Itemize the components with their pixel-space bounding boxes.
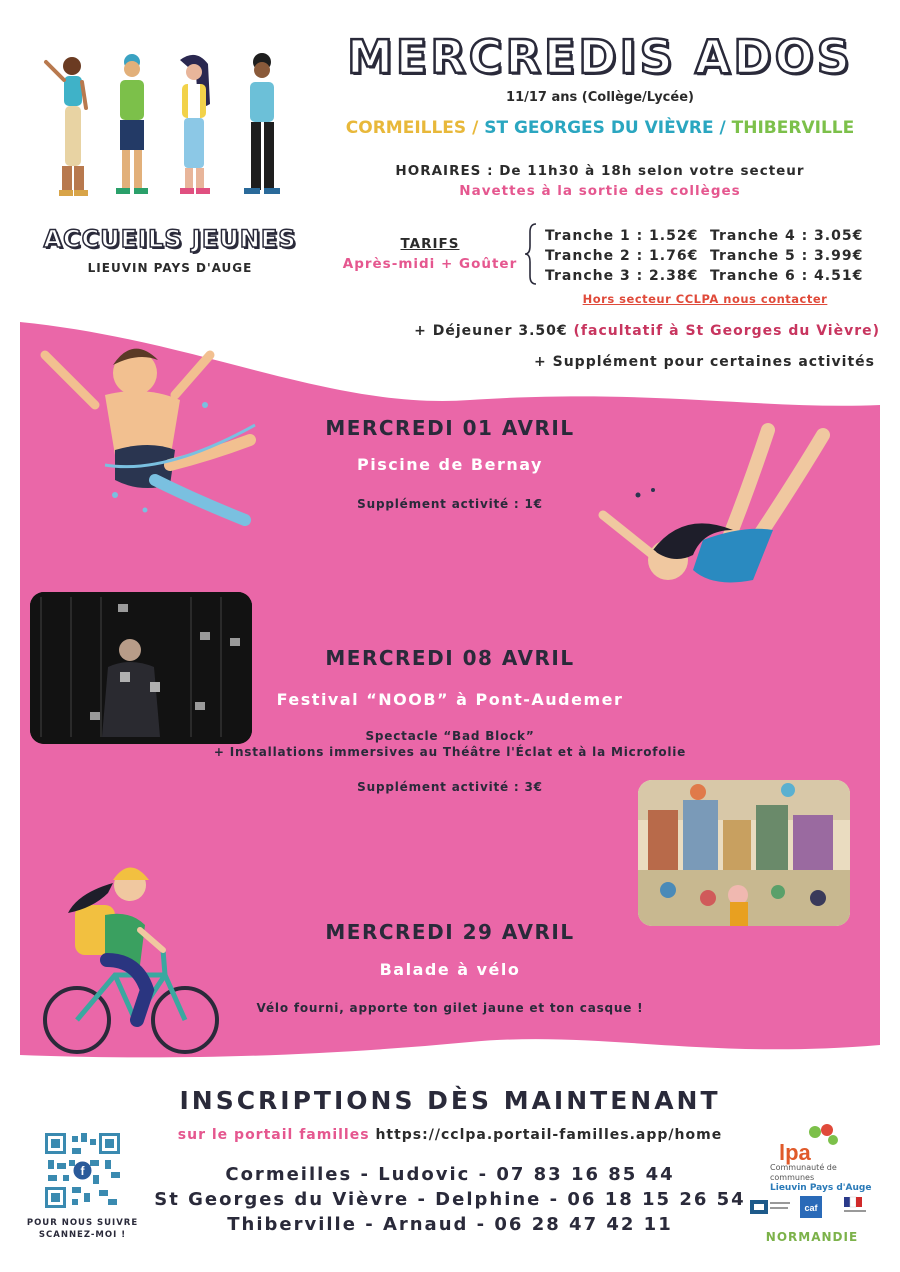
dejeuner-line bbox=[380, 323, 880, 339]
teen-1-figure bbox=[46, 57, 88, 196]
teens-illustration bbox=[30, 50, 300, 205]
contacts-list bbox=[130, 1162, 770, 1237]
shuttle-info: Navettes à la sortie des collèges bbox=[459, 183, 741, 199]
event-2-detail-2: + Installations immersives au Théâtre l'Éclat et à la Microfolie bbox=[213, 745, 687, 759]
contact-st-georges: St Georges du Vièvre - Delphine - 06 18 15 26 54 bbox=[154, 1189, 746, 1210]
svg-text:f: f bbox=[80, 1164, 85, 1178]
qr-code[interactable] bbox=[45, 1133, 120, 1208]
portal-label: sur le portail familles bbox=[177, 1127, 370, 1143]
lpa-caption-line: Communauté de communes bbox=[770, 1163, 837, 1182]
tarifs-description: Après-midi + Goûter bbox=[342, 256, 518, 272]
partner-logos-drawing bbox=[748, 1194, 873, 1224]
event-2-detail-1: Spectacle “Bad Block” bbox=[365, 729, 535, 743]
event-2-activity: Festival “NOOB” à Pont-Audemer bbox=[276, 690, 624, 709]
dejeuner-option: (facultatif à St Georges du Vièvre) bbox=[573, 323, 880, 339]
teen-2-figure bbox=[116, 54, 148, 194]
lpa-logo bbox=[775, 1122, 845, 1166]
event-3-note: Vélo fourni, apporte ton gilet jaune et ton casque ! bbox=[256, 1001, 644, 1015]
tranches-table bbox=[545, 226, 875, 286]
microfolie-illustration bbox=[638, 780, 850, 926]
portal-url-link[interactable]: https://cclpa.portail-familles.app/home bbox=[375, 1127, 723, 1143]
svg-text:caf: caf bbox=[804, 1203, 818, 1213]
contact-thiberville: Thiberville - Arnaud - 06 28 47 42 11 bbox=[227, 1214, 673, 1235]
inscriptions-heading: INSCRIPTIONS DÈS MAINTENANT bbox=[179, 1086, 721, 1115]
portal-line bbox=[120, 1127, 780, 1143]
tranche-1: Tranche 1 : 1.52€ bbox=[545, 228, 699, 244]
tarifs-label: TARIFS bbox=[400, 236, 460, 252]
performer-photo-drawing bbox=[30, 592, 252, 744]
page-title: MERCREDIS ADOS bbox=[347, 30, 853, 84]
town-cormeilles: CORMEILLES bbox=[345, 118, 467, 138]
opening-hours: HORAIRES : De 11h30 à 18h selon votre secteur bbox=[395, 163, 805, 179]
age-range: 11/17 ans (Collège/Lycée) bbox=[506, 90, 694, 105]
lpa-caption bbox=[770, 1163, 880, 1193]
partner-logos bbox=[748, 1194, 873, 1224]
town-thiberville: THIBERVILLE bbox=[731, 118, 855, 138]
tranche-6: Tranche 6 : 4.51€ bbox=[710, 268, 864, 284]
towns-line bbox=[320, 118, 880, 138]
tranche-3: Tranche 3 : 2.38€ bbox=[545, 268, 699, 284]
hors-secteur-note: Hors secteur CCLPA nous contacter bbox=[582, 292, 828, 306]
brace-decoration bbox=[524, 222, 538, 286]
qr-caption bbox=[25, 1217, 140, 1241]
teen-4-figure bbox=[244, 53, 280, 194]
event-2-title: MERCREDI 08 AVRIL bbox=[325, 646, 575, 670]
cyclist-illustration bbox=[35, 855, 225, 1055]
normandie-logo: NORMANDIE bbox=[765, 1230, 859, 1244]
event-1-title: MERCREDI 01 AVRIL bbox=[325, 416, 575, 440]
event-3-title: MERCREDI 29 AVRIL bbox=[325, 920, 575, 944]
qr-caption-line-2: SCANNEZ-MOI ! bbox=[38, 1230, 127, 1240]
town-separator: / bbox=[466, 118, 485, 138]
tranche-2: Tranche 2 : 1.76€ bbox=[545, 248, 699, 264]
swimmer-boy-illustration bbox=[35, 335, 285, 530]
accueils-title: ACCUEILS JEUNES bbox=[43, 225, 297, 253]
event-1-activity: Piscine de Bernay bbox=[357, 455, 543, 474]
performer-photo bbox=[30, 592, 252, 744]
tranche-4: Tranche 4 : 3.05€ bbox=[710, 228, 864, 244]
town-st-georges: ST GEORGES DU VIÈVRE bbox=[484, 118, 714, 138]
supplement-line: + Supplément pour certaines activités bbox=[534, 354, 875, 370]
accueils-subtitle: LIEUVIN PAYS D'AUGE bbox=[87, 261, 253, 275]
teen-3-figure bbox=[180, 55, 210, 194]
tranche-5: Tranche 5 : 3.99€ bbox=[710, 248, 864, 264]
dejeuner-price: + Déjeuner 3.50€ bbox=[414, 323, 568, 339]
lpa-logo-text: lpa bbox=[779, 1140, 811, 1165]
event-3-activity: Balade à vélo bbox=[379, 960, 521, 979]
lpa-name: Lieuvin Pays d'Auge bbox=[770, 1183, 872, 1193]
microfolie-drawing bbox=[638, 780, 850, 926]
event-2-note: Supplément activité : 3€ bbox=[357, 780, 543, 794]
event-1-note: Supplément activité : 1€ bbox=[357, 497, 543, 511]
contact-cormeilles: Cormeilles - Ludovic - 07 83 16 85 44 bbox=[225, 1164, 675, 1185]
qr-caption-line-1: POUR NOUS SUIVRE bbox=[26, 1218, 139, 1228]
town-separator: / bbox=[713, 118, 732, 138]
